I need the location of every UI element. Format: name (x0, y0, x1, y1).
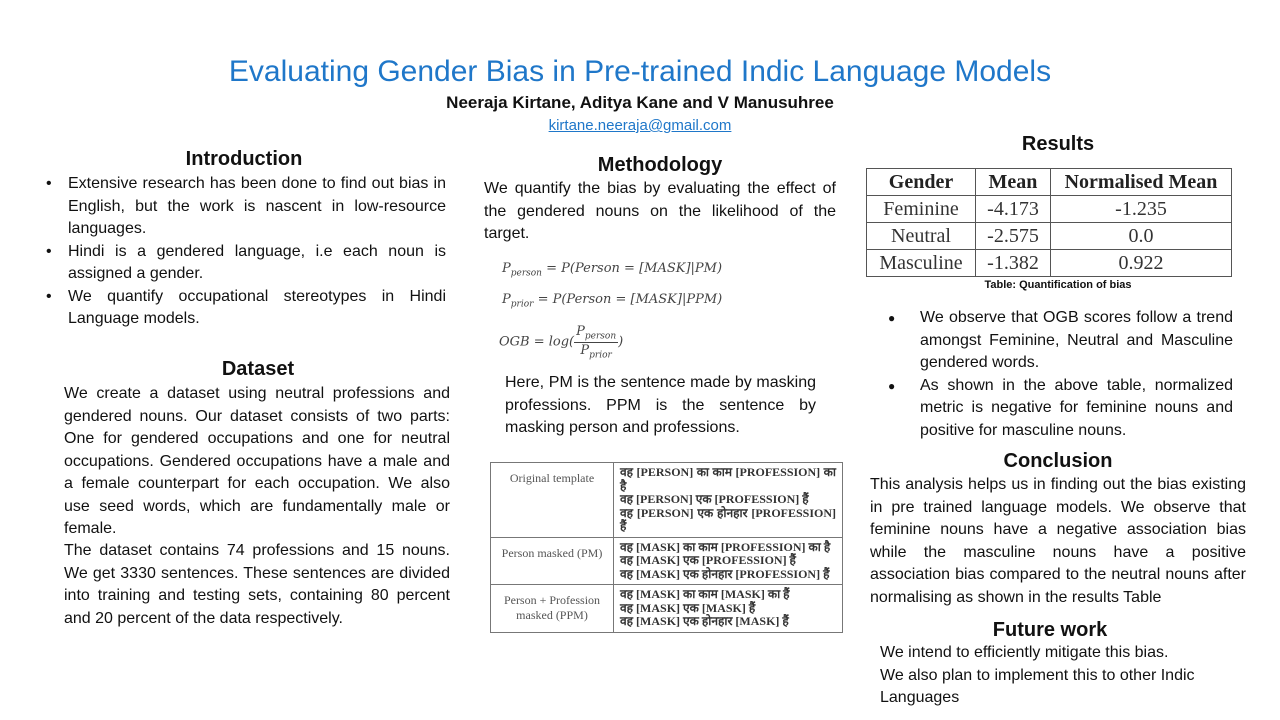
results-bullet: ● As shown in the above table, normalized metric is negative for feminine nouns and positive for masculine nouns. (884, 375, 1233, 443)
cell-gender: Masculine (867, 250, 976, 277)
results-observations (884, 307, 1233, 442)
results-bullet: ● We observe that OGB scores follow a trend amongst Feminine, Neutral and Masculine gendered words. (884, 307, 1233, 375)
cell-normalised-mean: 0.922 (1051, 250, 1232, 277)
template-cell: वह [PERSON] का काम [PROFESSION] का है वह [PERSON] एक [PROFESSION] हैं वह [PERSON] एक होनहार [PROFESSION] हैं (614, 463, 843, 538)
methodology-intro: We quantify the bias by evaluating the effect of the gendered nouns on the likelihood of the target. (484, 180, 836, 242)
table-row (867, 223, 1232, 250)
table-row (867, 196, 1232, 223)
authors: Neeraja Kirtane, Aditya Kane and V Manusuhree (446, 93, 834, 112)
future-work-line: We intend to efficiently mitigate this bias. (880, 644, 1169, 661)
intro-bullet: • We quantify occupational stereotypes in Hindi Language models. (44, 286, 446, 331)
conclusion-heading: Conclusion (1003, 450, 1113, 472)
template-row (491, 463, 843, 538)
introduction-section (44, 173, 446, 331)
formula-p-prior: $P_{prior}$ = P(Person = [MASK]|PPM) (502, 292, 723, 310)
introduction-heading: Introduction (185, 148, 303, 170)
col-header-mean: Mean (976, 169, 1051, 196)
intro-bullet: • Hindi is a gendered language, i.e each noun is assigned a gender. (44, 241, 446, 286)
results-header-row (867, 169, 1232, 196)
formula-p-person: $P_{person}$ = P(Person = [MASK]|PM) (502, 261, 723, 279)
results-heading: Results (1021, 133, 1095, 155)
cell-mean: -4.173 (976, 196, 1051, 223)
template-label: Original template (491, 463, 614, 538)
conclusion-text: This analysis helps us in finding out the bias existing in pre trained language models. We observe that feminine nouns have a negative association bias while the masculine nouns have a positive association bias compared to the neutral nouns after normalising as shown in the results Table (870, 476, 1246, 606)
future-work-section (880, 642, 1240, 710)
template-table (490, 462, 843, 633)
template-label: Person masked (PM) (491, 537, 614, 585)
col-header-gender: Gender (867, 169, 976, 196)
email-link[interactable]: kirtane.neeraja@gmail.com (548, 117, 732, 134)
dataset-para-2: The dataset contains 74 professions and 15 nouns. We get 3330 sentences. These sentences are divided into training and testing sets, containing 80 percent and 20 percent of the data respectively. (64, 542, 450, 627)
dataset-para-1: We create a dataset using neutral professions and gendered nouns. Our dataset consists of two parts: One for gendered occupations and one for neutral occupations. Gendered occupations have a male and a female counterpart for each occupation. We also use seed words, which are fundamentally male or female. (64, 385, 450, 537)
future-work-heading: Future work (992, 619, 1108, 641)
template-row (491, 537, 843, 585)
results-table (866, 168, 1232, 277)
dataset-heading: Dataset (221, 358, 295, 380)
template-row (491, 585, 843, 633)
cell-mean: -2.575 (976, 223, 1051, 250)
poster-title: Evaluating Gender Bias in Pre-trained Indic Language Models (228, 55, 1052, 88)
cell-normalised-mean: 0.0 (1051, 223, 1232, 250)
future-work-line: We also plan to implement this to other Indic Languages (880, 666, 1195, 706)
intro-bullet: • Extensive research has been done to find out bias in English, but the work is nascent in low-resource languages. (44, 173, 446, 241)
table-row (867, 250, 1232, 277)
template-label: Person + Profession masked (PPM) (491, 585, 614, 633)
cell-gender: Neutral (867, 223, 976, 250)
cell-normalised-mean: -1.235 (1051, 196, 1232, 223)
methodology-explanation: Here, PM is the sentence made by masking professions. PPM is the sentence by masking person and professions. (505, 374, 816, 436)
col-header-normalised-mean: Normalised Mean (1051, 169, 1232, 196)
template-cell: वह [MASK] का काम [PROFESSION] का है वह [MASK] एक [PROFESSION] हैं वह [MASK] एक होनहार [PROFESSION] हैं (614, 537, 843, 585)
template-cell: वह [MASK] का काम [MASK] का हैं वह [MASK] एक [MASK] हैं वह [MASK] एक होनहार [MASK] हैं (614, 585, 843, 633)
formula-ogb: OGB = log( $\frac{P_{person}}{P_{prior}}$ ) (499, 324, 624, 361)
cell-gender: Feminine (867, 196, 976, 223)
methodology-heading: Methodology (597, 154, 723, 176)
results-table-caption: Table: Quantification of bias (984, 279, 1132, 291)
cell-mean: -1.382 (976, 250, 1051, 277)
